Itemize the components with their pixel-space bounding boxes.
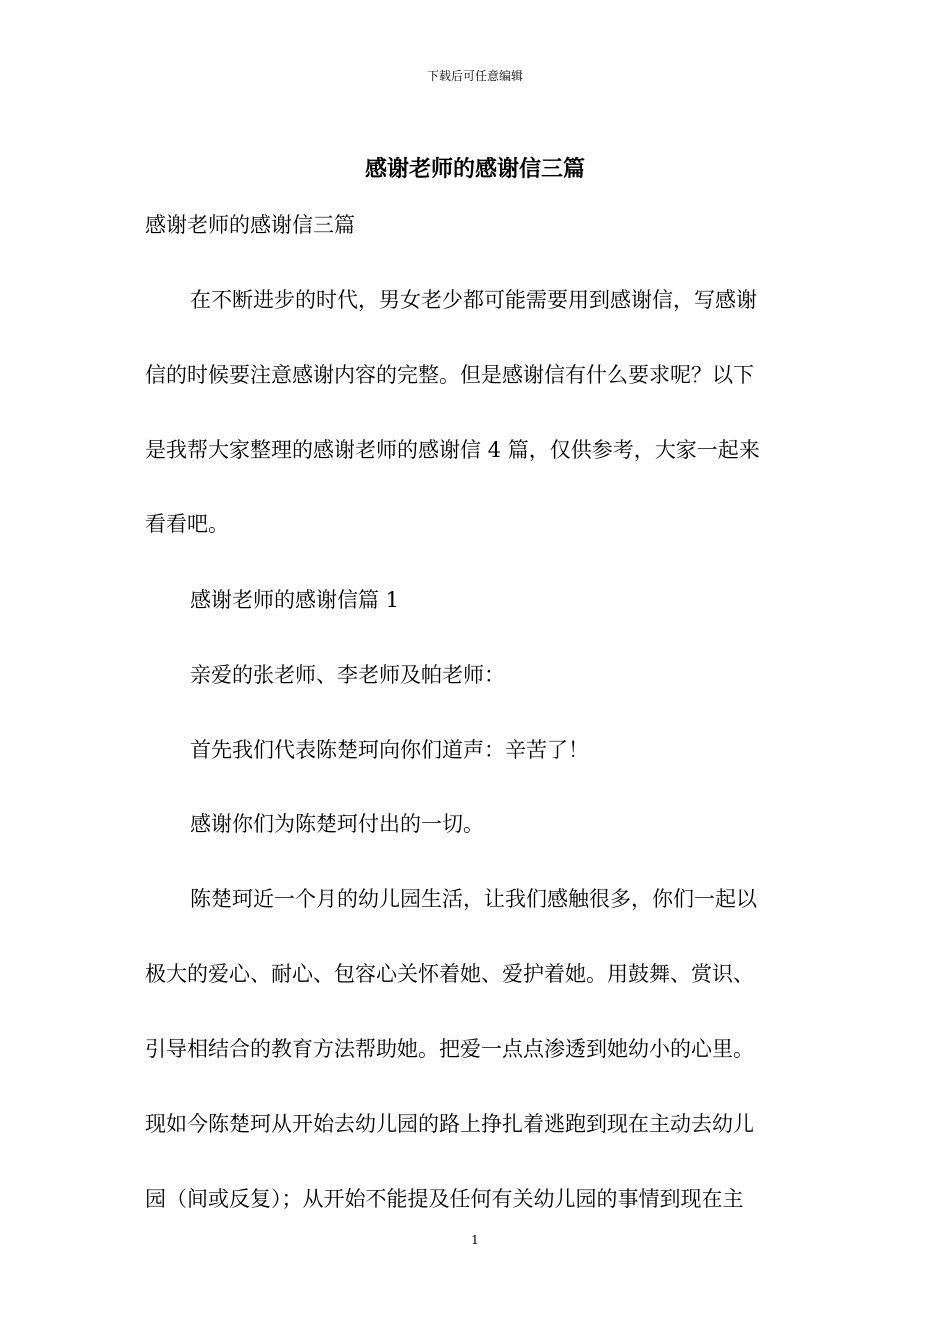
paragraph-line: 信的时候要注意感谢内容的完整。但是感谢信有什么要求呢？以下 <box>145 363 754 387</box>
paragraph-line: 现如今陈楚珂从开始去幼儿园的路上挣扎着逃跑到现在主动去幼儿 <box>145 1112 754 1136</box>
paragraph-line: 首先我们代表陈楚珂向你们道声：辛苦了！ <box>190 738 589 762</box>
paragraph-line: 感谢你们为陈楚珂付出的一切。 <box>190 812 484 836</box>
page-header-note: 下载后可任意编辑 <box>426 69 523 83</box>
paragraph-line: 看看吧。 <box>145 512 229 536</box>
section-heading: 感谢老师的感谢信篇 1 <box>190 588 400 612</box>
paragraph-line: 陈楚珂近一个月的幼儿园生活，让我们感触很多，你们一起以 <box>190 887 757 911</box>
document-title: 感谢老师的感谢信三篇 <box>364 156 585 182</box>
letter-salutation: 亲爱的张老师、李老师及帕老师： <box>190 663 505 687</box>
paragraph-line: 是我帮大家整理的感谢老师的感谢信 4 篇，仅供参考，大家一起来 <box>145 438 760 462</box>
paragraph-line: 极大的爱心、耐心、包容心关怀着她、爱护着她。用鼓舞、赏识、 <box>145 962 754 986</box>
document-subtitle: 感谢老师的感谢信三篇 <box>145 213 355 237</box>
page-number: 1 <box>471 1233 479 1247</box>
paragraph-line: 园（间或反复）；从开始不能提及任何有关幼儿园的事情到现在主 <box>145 1187 744 1211</box>
paragraph-line: 在不断进步的时代，男女老少都可能需要用到感谢信，写感谢 <box>190 288 757 312</box>
paragraph-line: 引导相结合的教育方法帮助她。把爱一点点渗透到她幼小的心里。 <box>145 1037 754 1061</box>
